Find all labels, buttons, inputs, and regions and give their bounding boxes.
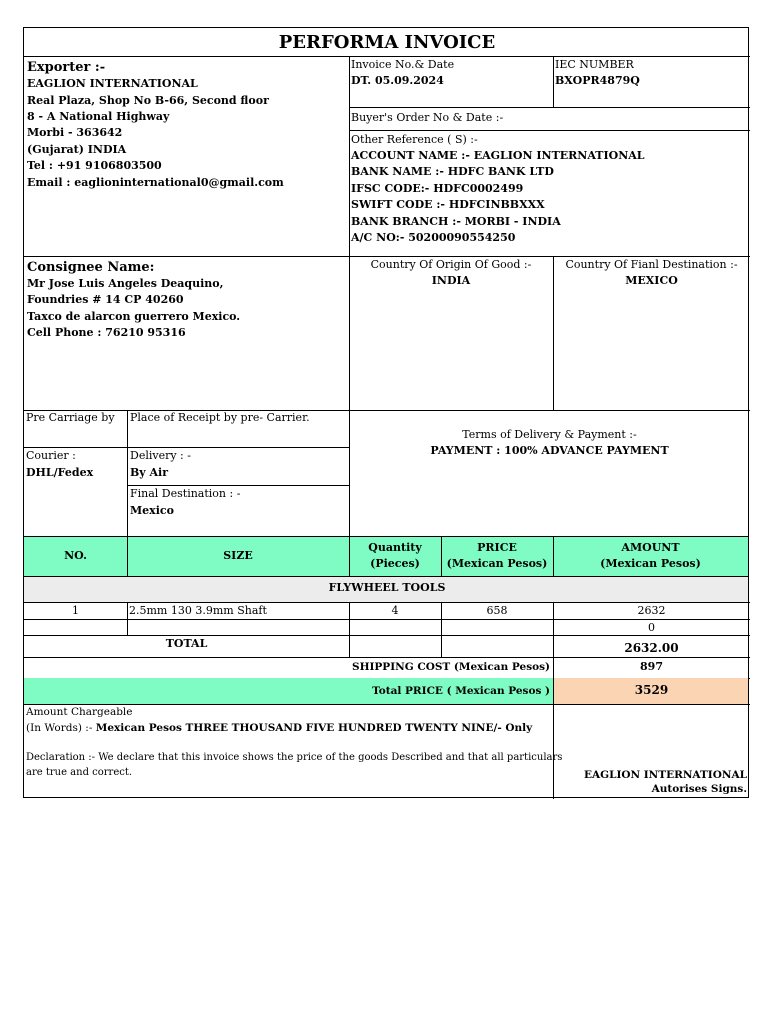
in-words-prefix: (In Words) :- <box>26 722 96 734</box>
shipping-cost-label: SHIPPING COST (Mexican Pesos) <box>352 661 550 673</box>
col-divider <box>127 602 128 635</box>
header-size: SIZE <box>223 549 253 562</box>
declaration-line: Declaration :- We declare that this invoice shows the price of the goods Described and that all particulars <box>26 752 563 763</box>
carriage-divider <box>127 410 128 536</box>
invoice-value: DT. 05.09.2024 <box>351 74 444 87</box>
exporter-line: EAGLION INTERNATIONAL <box>27 77 198 90</box>
final-destination-label: Final Destination : - <box>130 487 241 500</box>
header-amount-unit: (Mexican Pesos) <box>600 557 701 570</box>
consignee-heading: Consignee Name: <box>27 260 155 275</box>
consignee-line: Taxco de alarcon guerrero Mexico. <box>27 310 241 323</box>
iec-label: IEC NUMBER <box>555 58 634 71</box>
total-label: TOTAL <box>165 637 208 650</box>
shipping-cost-value: 897 <box>640 660 663 673</box>
delivery-value: By Air <box>130 466 169 479</box>
amount-chargeable-label: Amount Chargeable <box>26 706 133 718</box>
buyers-order-label: Buyer's Order No & Date :- <box>351 111 504 124</box>
consignee-line: Foundries # 14 CP 40260 <box>27 293 184 306</box>
final-destination-value: Mexico <box>130 504 174 517</box>
grand-total-divider <box>24 704 750 705</box>
iec-value: BXOPR4879Q <box>555 74 640 87</box>
consignee-line: Mr Jose Luis Angeles Deaquino, <box>27 277 224 290</box>
header-no: NO. <box>64 549 87 562</box>
pre-carriage-label: Pre Carriage by <box>26 411 115 424</box>
total-value: 2632.00 <box>624 641 679 655</box>
exporter-line: Tel : +91 9106803500 <box>27 159 162 172</box>
signature-label: Autorises Signs. <box>651 783 747 795</box>
exporter-heading: Exporter :- <box>27 60 106 75</box>
header-amount: AMOUNT <box>621 541 680 554</box>
exporter-line: Email : eaglioninternational0@gmail.com <box>27 176 284 189</box>
in-words-value: Mexican Pesos THREE THOUSAND FIVE HUNDRED TWENTY NINE/- Only <box>95 722 533 734</box>
exporter-divider <box>349 56 350 410</box>
exporter-line: 8 - A National Highway <box>27 110 170 123</box>
bank-detail-line: IFSC CODE:- HDFC0002499 <box>351 182 524 195</box>
header-quantity: Quantity <box>368 541 422 554</box>
grand-total-value: 3529 <box>634 683 669 697</box>
terms-label: Terms of Delivery & Payment :- <box>462 428 637 441</box>
buyers-divider <box>349 130 750 131</box>
exporter-line: Real Plaza, Shop No B-66, Second floor <box>27 94 269 107</box>
section-title: FLYWHEEL TOOLS <box>328 581 446 594</box>
destination-label: Country Of Fianl Destination :- <box>565 258 738 271</box>
bank-detail-line: BANK BRANCH :- MORBI - INDIA <box>351 215 561 228</box>
consignee-line: Cell Phone : 76210 95316 <box>27 326 186 339</box>
cell-amount: 0 <box>648 621 655 634</box>
amount-in-words <box>26 720 532 736</box>
place-of-receipt-label: Place of Receipt by pre- Carrier. <box>130 411 310 424</box>
signatory-name: EAGLION INTERNATIONAL <box>583 769 747 781</box>
cell-no: 1 <box>72 604 79 617</box>
origin-value: INDIA <box>431 274 471 287</box>
courier-value: DHL/Fedex <box>26 466 94 479</box>
cell-price: 658 <box>486 604 508 617</box>
bank-detail-line: BANK NAME :- HDFC BANK LTD <box>351 165 554 178</box>
declaration-line: are true and correct. <box>26 767 133 778</box>
bank-detail-line: SWIFT CODE :- HDFCINBBXXX <box>351 198 545 211</box>
cell-amount: 2632 <box>637 604 666 617</box>
exporter-line: (Gujarat) INDIA <box>27 143 127 156</box>
invoice-divider <box>349 107 750 108</box>
other-reference-label: Other Reference ( S) :- <box>351 133 478 146</box>
destination-value: MEXICO <box>625 274 678 287</box>
iec-divider <box>553 56 554 107</box>
total-divider <box>24 657 750 658</box>
terms-value: PAYMENT : 100% ADVANCE PAYMENT <box>430 444 669 457</box>
origin-label: Country Of Origin Of Good :- <box>370 258 532 271</box>
header-price-unit: (Mexican Pesos) <box>446 557 548 570</box>
courier-label: Courier : <box>26 449 76 462</box>
invoice-label: Invoice No.& Date <box>351 58 455 71</box>
cell-qty: 4 <box>391 604 399 617</box>
bank-detail-line: A/C NO:- 50200090554250 <box>351 231 516 244</box>
invoice-title: PERFORMA INVOICE <box>278 32 496 53</box>
invoice-sheet <box>23 27 749 798</box>
header-quantity-unit: (Pieces) <box>370 557 420 570</box>
bank-detail-line: ACCOUNT NAME :- EAGLION INTERNATIONAL <box>351 149 645 162</box>
delivery-label: Delivery : - <box>130 449 191 462</box>
grand-total-label: Total PRICE ( Mexican Pesos ) <box>372 685 550 697</box>
cell-size: 2.5mm 130 3.9mm Shaft <box>129 604 267 617</box>
header-price: PRICE <box>477 541 517 554</box>
exporter-line: Morbi - 363642 <box>27 126 123 139</box>
